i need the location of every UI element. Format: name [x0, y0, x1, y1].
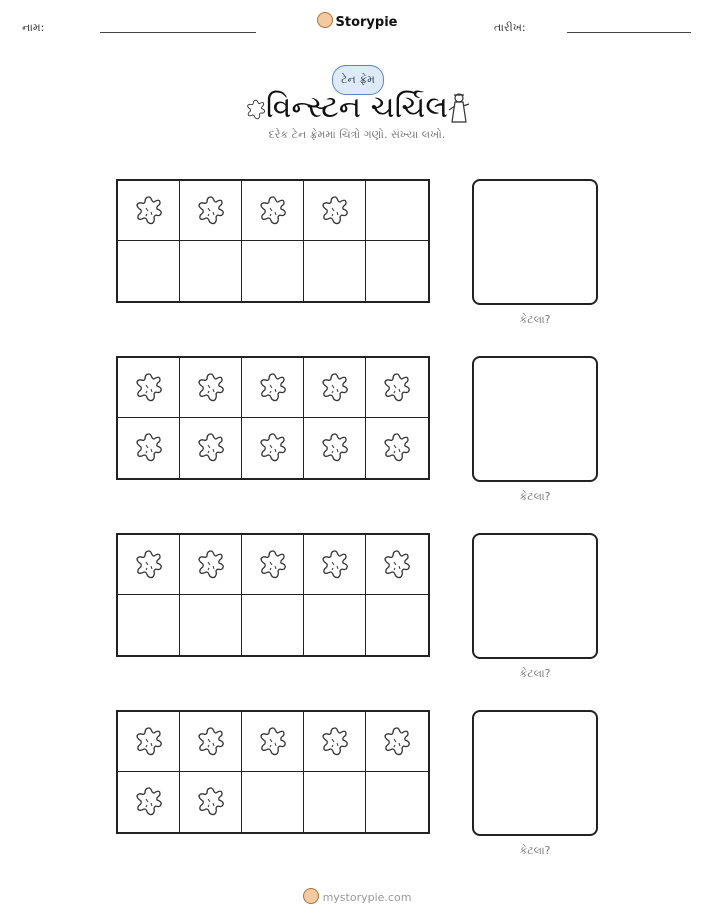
ten-frame-cell [366, 358, 428, 418]
churchill-figure-icon [446, 92, 472, 126]
splat-icon [129, 545, 169, 585]
ten-frame-cell [180, 358, 242, 418]
ten-frame-cell [118, 712, 180, 772]
splat-icon [253, 722, 293, 762]
ten-frame-cell [242, 535, 304, 595]
how-many-label: કેટલા? [519, 667, 551, 680]
ten-frame [116, 179, 430, 303]
splat-icon [377, 368, 417, 408]
ten-frame-cell [366, 712, 428, 772]
ten-frame-cell [180, 181, 242, 241]
name-label: નામ: [22, 21, 45, 34]
how-many-label: કેટલા? [519, 313, 551, 326]
name-line[interactable] [100, 32, 256, 33]
splat-icon [191, 428, 231, 468]
splat-icon [253, 545, 293, 585]
ten-frame-cell [180, 772, 242, 832]
ten-frame-cell [180, 595, 242, 655]
ten-frame-cell [366, 535, 428, 595]
splat-icon [129, 722, 169, 762]
storypie-logo-icon [303, 888, 319, 904]
splat-icon [253, 368, 293, 408]
ten-frame-cell [304, 595, 366, 655]
date-line[interactable] [567, 32, 691, 33]
date-label: તારીખ: [494, 21, 526, 34]
storypie-logo-icon [317, 12, 333, 28]
ten-frame-cell [304, 241, 366, 301]
ten-frame-cell [304, 181, 366, 241]
splat-icon [377, 722, 417, 762]
footer [0, 888, 714, 904]
ten-frame-cell [242, 595, 304, 655]
splat-icon [129, 191, 169, 231]
splat-icon [377, 545, 417, 585]
ten-frame [116, 533, 430, 657]
how-many-label: કેટલા? [519, 490, 551, 503]
ten-frame-cell [242, 181, 304, 241]
ten-frame-cell [366, 181, 428, 241]
splat-icon [129, 428, 169, 468]
ten-frame-cell [118, 535, 180, 595]
ten-frame-cell [366, 595, 428, 655]
answer-box[interactable] [472, 710, 598, 836]
ten-frame-cell [304, 418, 366, 478]
ten-frame-cell [366, 241, 428, 301]
ten-frame [116, 710, 430, 834]
ten-frame-cell [242, 772, 304, 832]
how-many-label: કેટલા? [519, 844, 551, 857]
ten-frame-cell [118, 181, 180, 241]
footer-url[interactable]: mystorypie.com [322, 891, 412, 904]
ten-frame-cell [180, 241, 242, 301]
ten-frame-cell [242, 358, 304, 418]
ten-frame-cell [242, 418, 304, 478]
answer-box[interactable] [472, 533, 598, 659]
ten-frame-cell [118, 241, 180, 301]
brand-text: Storypie [335, 15, 398, 30]
answer-box[interactable] [472, 179, 598, 305]
splat-icon [191, 191, 231, 231]
ten-frame-cell [304, 535, 366, 595]
ten-frame-cell [180, 535, 242, 595]
instructions: દરેક ટેન ફ્રેમમાં ચિત્રો ગણો. સંખ્યા લખો. [268, 128, 446, 141]
splat-icon [253, 428, 293, 468]
brand-logo [0, 12, 714, 30]
ten-frame-cell [304, 712, 366, 772]
splat-icon [191, 782, 231, 822]
splat-icon [377, 428, 417, 468]
answer-box[interactable] [472, 356, 598, 482]
ten-frame-badge: ટેન ફ્રેમ [332, 65, 384, 95]
splat-icon [315, 722, 355, 762]
ten-frame-cell [366, 418, 428, 478]
ten-frame-cell [366, 772, 428, 832]
splat-icon [191, 368, 231, 408]
ten-frame-cell [118, 418, 180, 478]
splat-icon [315, 191, 355, 231]
ten-frame-cell [242, 241, 304, 301]
splat-icon [129, 368, 169, 408]
ten-frame-cell [304, 772, 366, 832]
splat-icon [191, 545, 231, 585]
splat-icon [191, 722, 231, 762]
page-title: વિન્સ્ટન ચર્ચિલ [265, 90, 449, 125]
splat-icon [253, 191, 293, 231]
ten-frame-cell [304, 358, 366, 418]
splat-icon [315, 428, 355, 468]
splat-icon [129, 782, 169, 822]
ten-frame [116, 356, 430, 480]
splat-icon [315, 368, 355, 408]
splat-icon [315, 545, 355, 585]
ten-frame-cell [180, 418, 242, 478]
ten-frame-cell [180, 712, 242, 772]
ten-frame-cell [118, 358, 180, 418]
ten-frame-cell [118, 595, 180, 655]
ten-frame-cell [118, 772, 180, 832]
ten-frame-cell [242, 712, 304, 772]
